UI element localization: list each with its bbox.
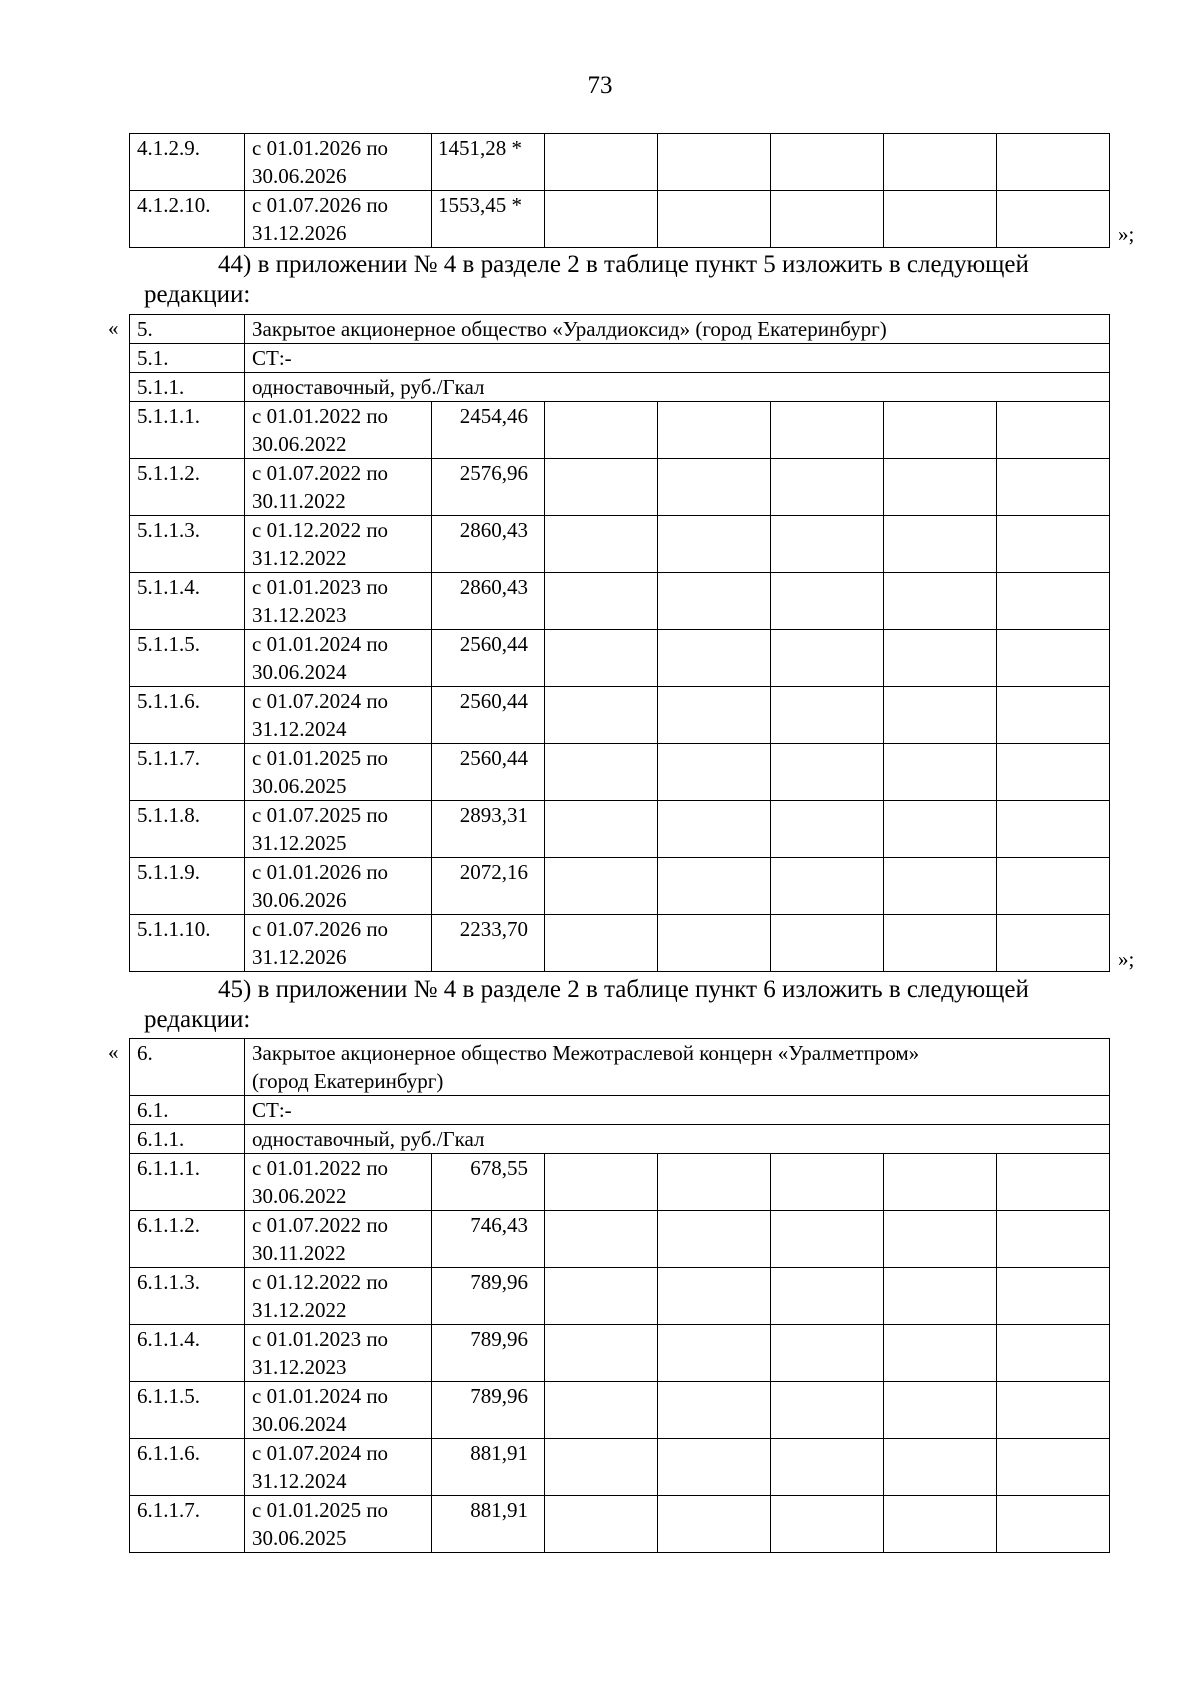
cell-empty [884, 1439, 997, 1496]
cell-value: 2860,43 [432, 573, 545, 630]
cell-empty [997, 1496, 1110, 1553]
cell-empty [658, 630, 771, 687]
period-to: 30.06.2024 [252, 660, 347, 684]
cell-value: 1451,28 * [432, 134, 545, 191]
cell-empty [658, 1211, 771, 1268]
period-to: 30.06.2022 [252, 1184, 347, 1208]
cell-number: 6.1.1.1. [130, 1154, 245, 1211]
cell-empty [658, 134, 771, 191]
table-row [130, 191, 1110, 248]
cell-empty [997, 134, 1110, 191]
tariff-table-6 [129, 1038, 1110, 1553]
cell-empty [545, 1268, 658, 1325]
cell-number: 6.1.1.6. [130, 1439, 245, 1496]
cell-number: 5.1.1. [130, 373, 245, 402]
cell-system: СТ:- [245, 1096, 1110, 1125]
cell-empty [658, 1268, 771, 1325]
period-from: с 01.07.2026 по [252, 917, 389, 941]
period-from: с 01.07.2025 по [252, 803, 389, 827]
cell-empty [884, 744, 997, 801]
period-to: 30.11.2022 [252, 1241, 346, 1265]
period-from: с 01.01.2026 по [252, 136, 389, 160]
cell-empty [771, 687, 884, 744]
cell-number: 4.1.2.9. [130, 134, 245, 191]
cell-number: 5.1. [130, 344, 245, 373]
period-from: с 01.01.2024 по [252, 632, 389, 656]
table-body [130, 1154, 1110, 1553]
cell-value: 2454,46 [432, 402, 545, 459]
cell-empty [545, 573, 658, 630]
table-body [130, 402, 1110, 972]
cell-period [245, 1496, 432, 1553]
cell-period [245, 1325, 432, 1382]
cell-empty [884, 915, 997, 972]
cell-empty [545, 516, 658, 573]
cell-empty [545, 1439, 658, 1496]
period-to: 31.12.2026 [252, 945, 347, 969]
cell-period [245, 134, 432, 191]
cell-value: 2072,16 [432, 858, 545, 915]
cell-empty [545, 1382, 658, 1439]
cell-empty [771, 402, 884, 459]
cell-empty [658, 459, 771, 516]
period-to: 31.12.2025 [252, 831, 347, 855]
cell-value: 789,96 [432, 1382, 545, 1439]
cell-number: 6.1.1.3. [130, 1268, 245, 1325]
period-to: 30.06.2026 [252, 888, 347, 912]
table-row [130, 1211, 1110, 1268]
period-to: 30.06.2025 [252, 774, 347, 798]
opening-quote: « [108, 316, 119, 340]
cell-empty [771, 1211, 884, 1268]
cell-period [245, 744, 432, 801]
cell-period [245, 459, 432, 516]
closing-quote: »; [1118, 222, 1135, 246]
cell-empty [884, 1382, 997, 1439]
cell-empty [545, 1154, 658, 1211]
cell-empty [658, 516, 771, 573]
page-number: 73 [587, 72, 613, 99]
cell-empty [884, 459, 997, 516]
opening-quote: « [108, 1040, 119, 1064]
paragraph-45 [144, 975, 1149, 1035]
cell-number: 4.1.2.10. [130, 191, 245, 248]
cell-empty [997, 459, 1110, 516]
cell-empty [997, 1268, 1110, 1325]
cell-empty [997, 1325, 1110, 1382]
cell-empty [884, 1496, 997, 1553]
cell-system: СТ:- [245, 344, 1110, 373]
cell-empty [997, 1154, 1110, 1211]
table-row [130, 1496, 1110, 1553]
cell-empty [658, 402, 771, 459]
cell-value: 746,43 [432, 1211, 545, 1268]
cell-empty [545, 801, 658, 858]
table-row [130, 1382, 1110, 1439]
table-row [130, 687, 1110, 744]
cell-value: 678,55 [432, 1154, 545, 1211]
cell-empty [884, 1211, 997, 1268]
cell-empty [658, 1439, 771, 1496]
cell-period [245, 630, 432, 687]
cell-number: 6.1.1.7. [130, 1496, 245, 1553]
cell-empty [997, 1439, 1110, 1496]
cell-empty [658, 1154, 771, 1211]
period-from: с 01.12.2022 по [252, 1270, 389, 1294]
cell-empty [771, 516, 884, 573]
cell-empty [997, 573, 1110, 630]
tariff-table-5 [129, 314, 1110, 972]
cell-empty [771, 744, 884, 801]
cell-empty [658, 573, 771, 630]
cell-empty [884, 1154, 997, 1211]
table-row [130, 1325, 1110, 1382]
cell-empty [771, 801, 884, 858]
cell-empty [658, 915, 771, 972]
table-row [130, 1154, 1110, 1211]
cell-empty [997, 191, 1110, 248]
cell-value: 1553,45 * [432, 191, 545, 248]
cell-empty [545, 630, 658, 687]
period-from: с 01.01.2025 по [252, 746, 389, 770]
cell-empty [545, 915, 658, 972]
cell-value: 2893,31 [432, 801, 545, 858]
cell-empty [997, 630, 1110, 687]
cell-value: 789,96 [432, 1325, 545, 1382]
organization-line1: Закрытое акционерное общество Межотраслевой концерн «Уралметпром» [252, 1041, 920, 1065]
cell-number: 6.1.1.5. [130, 1382, 245, 1439]
period-to: 30.06.2022 [252, 432, 347, 456]
cell-period [245, 516, 432, 573]
cell-empty [997, 516, 1110, 573]
cell-empty [545, 402, 658, 459]
cell-number: 6. [130, 1039, 245, 1096]
cell-empty [997, 801, 1110, 858]
cell-period [245, 1439, 432, 1496]
cell-empty [545, 687, 658, 744]
cell-organization: Закрытое акционерное общество «Уралдиоксид» (город Екатеринбург) [245, 315, 1110, 344]
period-to: 31.12.2023 [252, 603, 347, 627]
cell-number: 5.1.1.4. [130, 573, 245, 630]
cell-empty [771, 573, 884, 630]
period-to: 31.12.2024 [252, 1469, 347, 1493]
cell-empty [884, 630, 997, 687]
period-from: с 01.01.2023 по [252, 575, 389, 599]
period-to: 31.12.2022 [252, 546, 347, 570]
cell-empty [771, 858, 884, 915]
cell-period [245, 687, 432, 744]
cell-number: 6.1.1. [130, 1125, 245, 1154]
cell-empty [771, 459, 884, 516]
cell-period [245, 191, 432, 248]
period-from: с 01.01.2025 по [252, 1498, 389, 1522]
cell-empty [771, 134, 884, 191]
cell-period [245, 402, 432, 459]
cell-period [245, 915, 432, 972]
cell-empty [997, 744, 1110, 801]
cell-value: 2860,43 [432, 516, 545, 573]
period-to: 30.11.2022 [252, 489, 346, 513]
table-subheader-row [130, 1096, 1110, 1125]
table-row [130, 516, 1110, 573]
table-row [130, 134, 1110, 191]
cell-empty [658, 1325, 771, 1382]
table-row [130, 402, 1110, 459]
cell-number: 5.1.1.10. [130, 915, 245, 972]
cell-empty [771, 1325, 884, 1382]
table-header-row [130, 1039, 1110, 1096]
period-from: с 01.01.2024 по [252, 1384, 389, 1408]
period-from: с 01.07.2026 по [252, 193, 389, 217]
table-row [130, 858, 1110, 915]
cell-empty [545, 191, 658, 248]
cell-empty [545, 744, 658, 801]
cell-empty [884, 687, 997, 744]
table-row [130, 630, 1110, 687]
closing-quote: »; [1118, 947, 1135, 971]
period-from: с 01.07.2022 по [252, 1213, 389, 1237]
cell-empty [884, 1268, 997, 1325]
cell-empty [771, 1154, 884, 1211]
paragraph-44-line2: редакции: [144, 281, 251, 308]
period-from: с 01.07.2024 по [252, 1441, 389, 1465]
cell-empty [545, 459, 658, 516]
period-to: 30.06.2025 [252, 1526, 347, 1550]
cell-number: 5. [130, 315, 245, 344]
cell-empty [771, 1268, 884, 1325]
cell-number: 6.1.1.2. [130, 1211, 245, 1268]
organization-line2: (город Екатеринбург) [252, 1069, 444, 1093]
cell-tariff-type: одноставочный, руб./Гкал [245, 1125, 1110, 1154]
paragraph-45-line2: редакции: [144, 1006, 251, 1033]
table-row [130, 801, 1110, 858]
period-from: с 01.01.2026 по [252, 860, 389, 884]
cell-number: 5.1.1.2. [130, 459, 245, 516]
cell-value: 2560,44 [432, 687, 545, 744]
cell-empty [997, 1382, 1110, 1439]
table-subheader-row [130, 373, 1110, 402]
cell-empty [658, 858, 771, 915]
cell-empty [658, 1382, 771, 1439]
tariff-table-4-1-2 [129, 133, 1110, 248]
cell-value: 2233,70 [432, 915, 545, 972]
period-from: с 01.07.2024 по [252, 689, 389, 713]
period-to: 31.12.2026 [252, 221, 347, 245]
cell-empty [997, 402, 1110, 459]
cell-number: 6.1.1.4. [130, 1325, 245, 1382]
cell-empty [771, 1439, 884, 1496]
cell-value: 2560,44 [432, 744, 545, 801]
cell-number: 5.1.1.8. [130, 801, 245, 858]
paragraph-44 [144, 250, 1149, 310]
cell-empty [658, 1496, 771, 1553]
period-to: 30.06.2024 [252, 1412, 347, 1436]
period-from: с 01.01.2022 по [252, 1156, 389, 1180]
cell-empty [771, 915, 884, 972]
cell-empty [771, 191, 884, 248]
period-to: 31.12.2023 [252, 1355, 347, 1379]
table-header-row [130, 315, 1110, 344]
cell-period [245, 858, 432, 915]
cell-tariff-type: одноставочный, руб./Гкал [245, 373, 1110, 402]
table-row [130, 915, 1110, 972]
table-subheader-row [130, 344, 1110, 373]
table-row [130, 744, 1110, 801]
cell-empty [771, 630, 884, 687]
cell-empty [997, 915, 1110, 972]
cell-empty [658, 801, 771, 858]
table-row [130, 459, 1110, 516]
cell-organization [245, 1039, 1110, 1096]
cell-empty [884, 402, 997, 459]
cell-number: 6.1. [130, 1096, 245, 1125]
cell-period [245, 1382, 432, 1439]
cell-empty [997, 687, 1110, 744]
cell-empty [884, 134, 997, 191]
paragraph-45-line1: 45) в приложении № 4 в разделе 2 в таблице пункт 6 изложить в следующей [218, 976, 1029, 1003]
cell-empty [884, 573, 997, 630]
cell-empty [545, 134, 658, 191]
cell-empty [884, 801, 997, 858]
cell-period [245, 573, 432, 630]
cell-empty [884, 516, 997, 573]
period-from: с 01.01.2023 по [252, 1327, 389, 1351]
cell-number: 5.1.1.1. [130, 402, 245, 459]
cell-number: 5.1.1.6. [130, 687, 245, 744]
cell-period [245, 801, 432, 858]
cell-empty [545, 1325, 658, 1382]
cell-empty [771, 1382, 884, 1439]
cell-number: 5.1.1.9. [130, 858, 245, 915]
cell-value: 2560,44 [432, 630, 545, 687]
cell-period [245, 1268, 432, 1325]
cell-number: 5.1.1.3. [130, 516, 245, 573]
cell-empty [658, 687, 771, 744]
table-subheader-row [130, 1125, 1110, 1154]
period-from: с 01.12.2022 по [252, 518, 389, 542]
table-body [130, 134, 1110, 248]
cell-empty [884, 1325, 997, 1382]
cell-empty [997, 1211, 1110, 1268]
cell-value: 881,91 [432, 1496, 545, 1553]
cell-empty [771, 1496, 884, 1553]
cell-period [245, 1154, 432, 1211]
table-row [130, 1268, 1110, 1325]
cell-empty [545, 1211, 658, 1268]
period-to: 30.06.2026 [252, 164, 347, 188]
cell-value: 2576,96 [432, 459, 545, 516]
cell-empty [884, 858, 997, 915]
period-from: с 01.01.2022 по [252, 404, 389, 428]
cell-period [245, 1211, 432, 1268]
cell-empty [545, 858, 658, 915]
cell-empty [997, 858, 1110, 915]
cell-number: 5.1.1.7. [130, 744, 245, 801]
period-from: с 01.07.2022 по [252, 461, 389, 485]
cell-value: 789,96 [432, 1268, 545, 1325]
cell-empty [545, 1496, 658, 1553]
cell-value: 881,91 [432, 1439, 545, 1496]
period-to: 31.12.2022 [252, 1298, 347, 1322]
cell-empty [884, 191, 997, 248]
paragraph-44-line1: 44) в приложении № 4 в разделе 2 в таблице пункт 5 изложить в следующей [218, 251, 1029, 278]
cell-empty [658, 191, 771, 248]
cell-empty [658, 744, 771, 801]
table-row [130, 573, 1110, 630]
period-to: 31.12.2024 [252, 717, 347, 741]
cell-number: 5.1.1.5. [130, 630, 245, 687]
table-row [130, 1439, 1110, 1496]
